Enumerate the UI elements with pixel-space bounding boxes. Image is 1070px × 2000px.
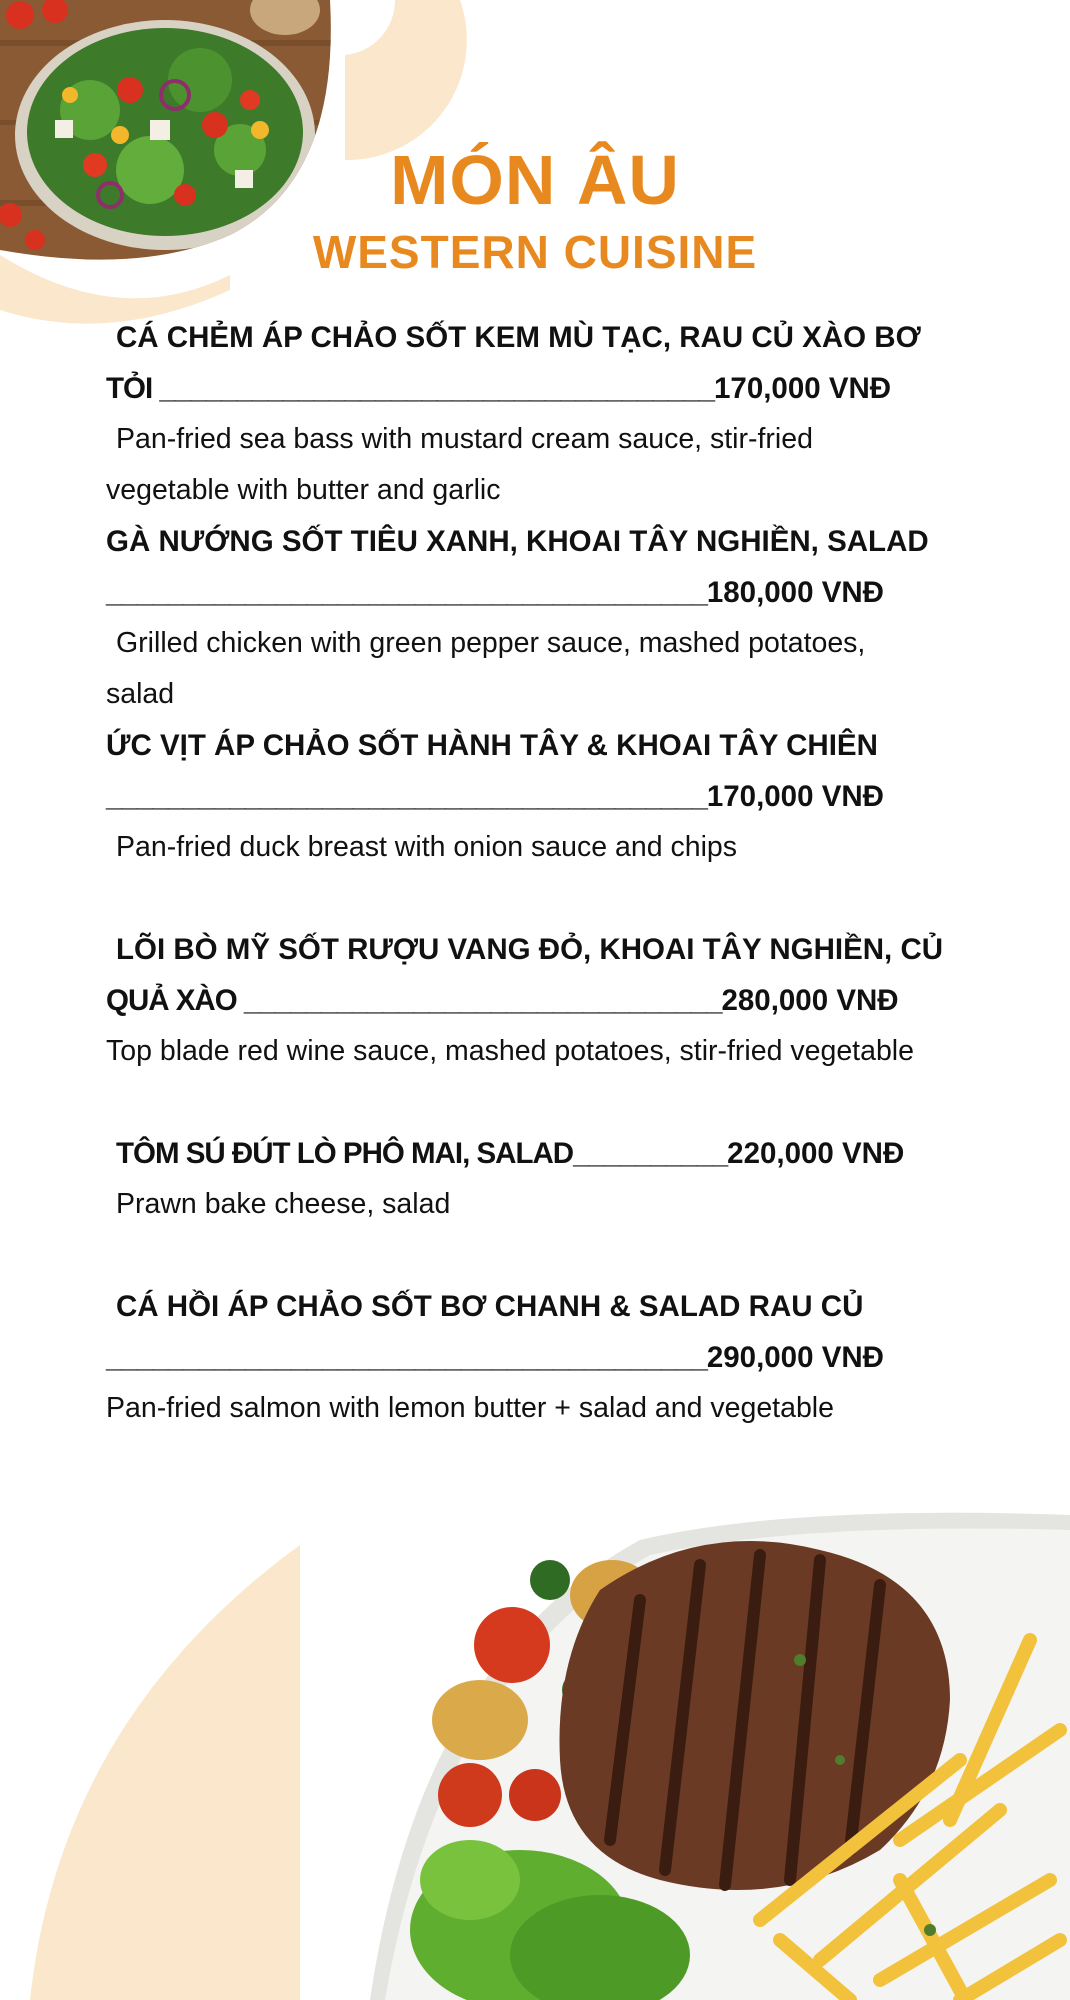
dish-price: 170,000 VNĐ bbox=[714, 372, 892, 405]
dish-price: 170,000 VNĐ bbox=[706, 780, 884, 813]
dish-price: 220,000 VNĐ bbox=[727, 1137, 905, 1170]
dish-item bbox=[106, 312, 1046, 516]
dish-name-line2: TỎI ____________________________________170,000 VNĐ bbox=[106, 372, 892, 405]
dish-description: Pan-fried sea bass with mustard cream sauce, stir-fried bbox=[116, 423, 813, 455]
menu-subtitle: WESTERN CUISINE bbox=[312, 226, 758, 278]
dish-name: ỨC VỊT ÁP CHẢO SỐT HÀNH TÂY & KHOAI TÂY CHIÊN bbox=[106, 729, 878, 762]
dish-item bbox=[106, 924, 1046, 1077]
dish-price: 180,000 VNĐ bbox=[706, 576, 884, 609]
menu-list bbox=[106, 312, 1046, 1434]
dish-price: 290,000 VNĐ bbox=[706, 1341, 884, 1374]
dish-name: CÁ CHẺM ÁP CHẢO SỐT KEM MÙ TẠC, RAU CỦ XÀO BƠ bbox=[116, 321, 921, 354]
dish-item bbox=[106, 720, 1046, 873]
dish-description-line2: salad bbox=[106, 678, 175, 710]
dish-name: TÔM SÚ ĐÚT LÒ PHÔ MAI, SALAD__________220,000 VNĐ bbox=[116, 1137, 905, 1170]
dish-price: 280,000 VNĐ bbox=[721, 984, 899, 1017]
dish-description: Pan-fried duck breast with onion sauce and chips bbox=[116, 831, 738, 863]
dish-description: Top blade red wine sauce, mashed potatoes, stir-fried vegetable bbox=[106, 1035, 914, 1067]
dish-item bbox=[106, 1281, 1046, 1434]
dish-description: Prawn bake cheese, salad bbox=[116, 1188, 451, 1220]
dish-item bbox=[106, 516, 1046, 720]
bottom-decoration bbox=[0, 1460, 1070, 2000]
grilled-steak-with-fries-photo bbox=[370, 1513, 1070, 2000]
dish-description-line2: vegetable with butter and garlic bbox=[106, 474, 501, 506]
dish-name: CÁ HỒI ÁP CHẢO SỐT BƠ CHANH & SALAD RAU CỦ bbox=[116, 1290, 864, 1323]
dish-name-line2: _______________________________________290,000 VNĐ bbox=[106, 1341, 884, 1374]
dish-name-line2: _______________________________________180,000 VNĐ bbox=[106, 576, 884, 609]
cream-leaf-shape bbox=[30, 1545, 300, 2000]
menu-title: MÓN ÂU bbox=[390, 141, 680, 219]
dish-description: Grilled chicken with green pepper sauce, mashed potatoes, bbox=[116, 627, 866, 659]
dish-description: Pan-fried salmon with lemon butter + salad and vegetable bbox=[106, 1392, 834, 1424]
dish-item bbox=[106, 1128, 1046, 1230]
dish-name-line2: QUẢ XÀO _______________________________280,000 VNĐ bbox=[106, 984, 899, 1017]
dish-name: GÀ NƯỚNG SỐT TIÊU XANH, KHOAI TÂY NGHIỀN, SALAD bbox=[106, 525, 929, 558]
dish-name-line2: _______________________________________170,000 VNĐ bbox=[106, 780, 884, 813]
dish-name: LÕI BÒ MỸ SỐT RƯỢU VANG ĐỎ, KHOAI TÂY NGHIỀN, CỦ bbox=[116, 933, 944, 966]
